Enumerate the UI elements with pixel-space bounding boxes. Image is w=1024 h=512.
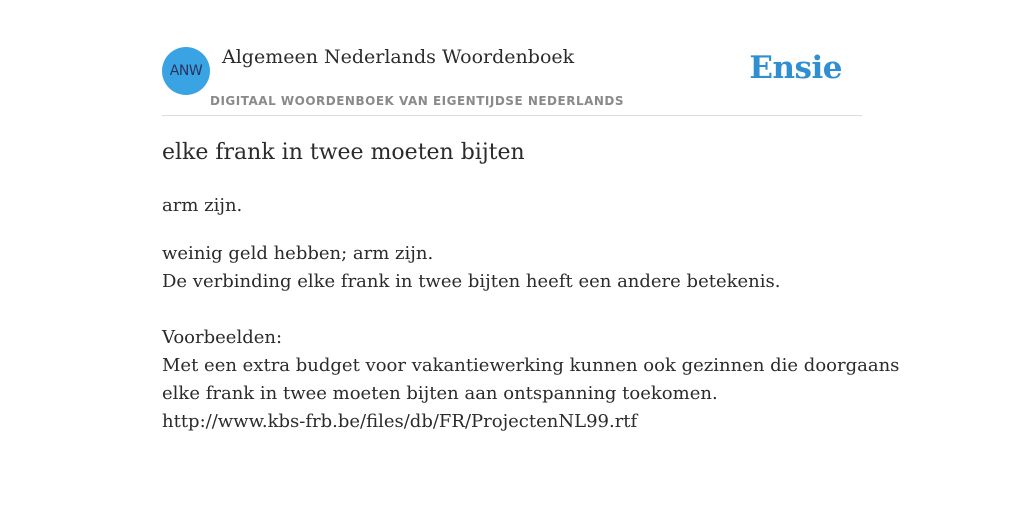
logo-text: ANW (169, 63, 203, 79)
example-line: Met een extra budget voor vakantiewerking kunnen ook gezinnen die doorgaans (162, 355, 900, 376)
entry-card (162, 0, 900, 512)
ensie-brand-logo[interactable]: Ensie (749, 50, 842, 86)
short-definition: arm zijn. (162, 195, 243, 216)
entry-body (162, 240, 900, 436)
examples-label: Voorbeelden: (162, 327, 283, 348)
definition: weinig geld hebben; arm zijn. (162, 243, 434, 264)
header (162, 0, 862, 116)
source-link[interactable]: http://www.kbs-frb.be/files/db/FR/ProjectenNL99.rtf (162, 411, 638, 432)
anw-logo[interactable] (162, 47, 210, 95)
spacer (162, 296, 862, 324)
example-line: elke frank in twee moeten bijten aan ontspanning toekomen. (162, 383, 718, 404)
dictionary-subtitle: DIGITAAL WOORDENBOEK VAN EIGENTIJDSE NEDERLANDS (210, 94, 625, 108)
usage-note: De verbinding elke frank in twee bijten heeft een andere betekenis. (162, 271, 781, 292)
dictionary-title[interactable]: Algemeen Nederlands Woordenboek (222, 46, 575, 68)
headword: elke frank in twee moeten bijten (162, 140, 525, 165)
